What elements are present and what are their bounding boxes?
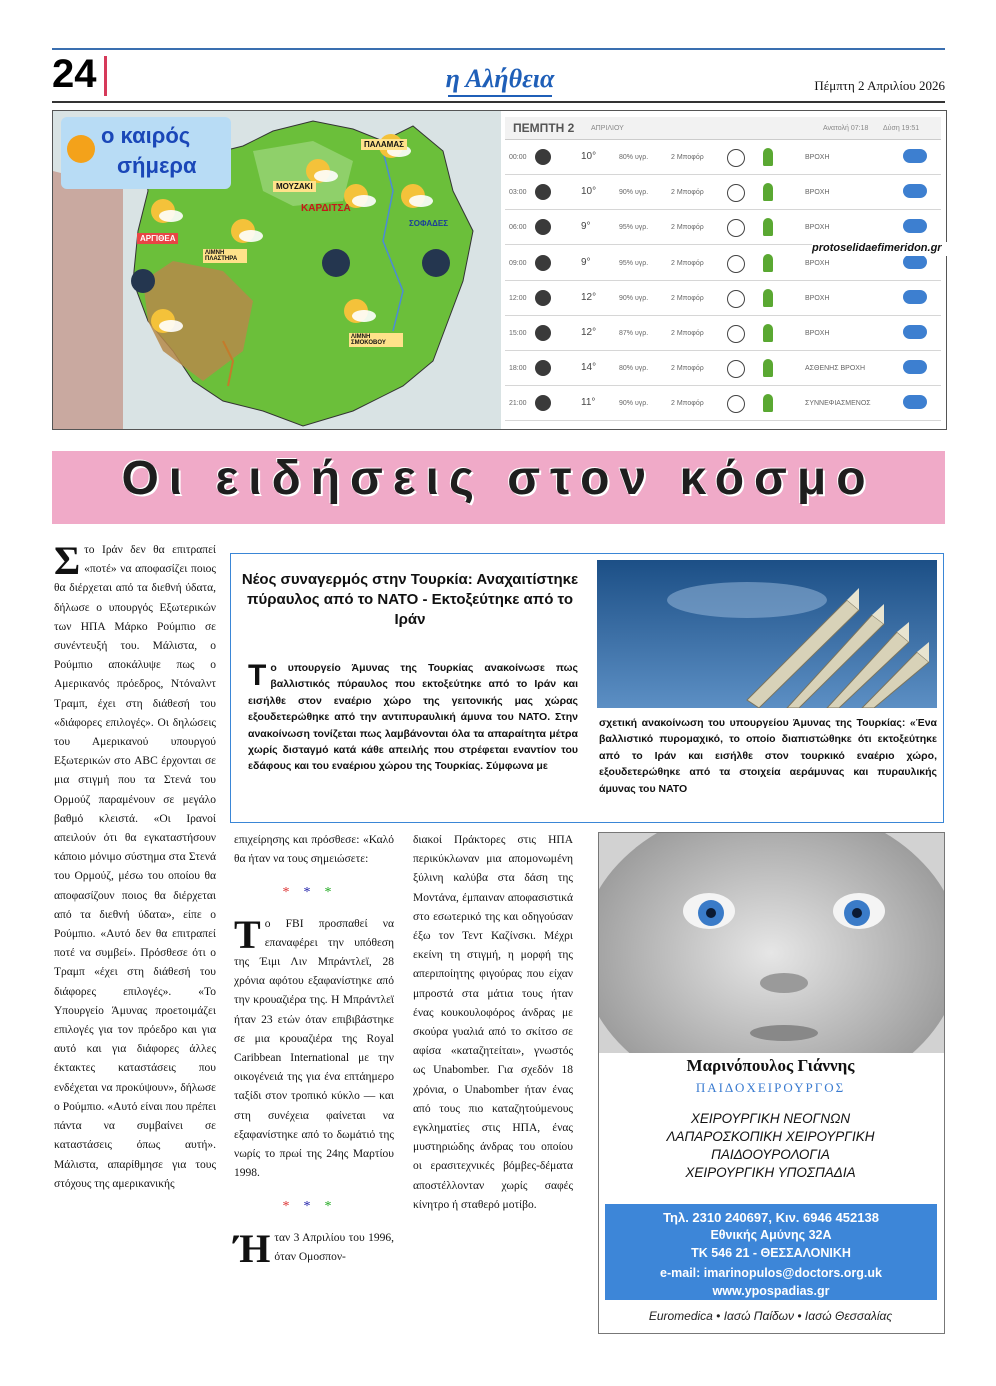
moon-icon [535, 219, 551, 235]
wind-direction-icon [727, 184, 745, 202]
forecast-humidity: 95% υγρ. [619, 259, 649, 267]
story-text-col2c [234, 1225, 394, 1271]
moon-icon [535, 184, 551, 200]
story-col2-intro: επιχείρησης και πρόσθεσε: «Καλό θα ήταν να τους σημειώσετε: [234, 834, 394, 866]
forecast-temp: 12° [581, 327, 597, 338]
doctor-specialty: ΠΑΙΔΟΧΕΙΡΟΥΡΓΟΣ [695, 1080, 846, 1095]
forecast-wind: 2 Μποφόρ [671, 259, 704, 267]
wind-direction-icon [727, 219, 745, 237]
service-list [598, 1110, 943, 1182]
tree-icon [763, 183, 773, 201]
weather-brand-line2: σήμερα [117, 153, 197, 178]
moon-icon [535, 149, 551, 165]
contact-phone: Τηλ. 2310 240697, Κιν. 6946 452138 [663, 1210, 879, 1225]
forecast-temp: 11° [581, 397, 596, 409]
issue-date: Πέμπτη 2 Απριλίου 2026 [814, 78, 945, 93]
missile-photo [597, 560, 937, 708]
forecast-description: ΑΣΘΕΝΗΣ ΒΡΟΧΗ [805, 365, 865, 373]
forecast-humidity: 80% υγρ. [619, 365, 649, 373]
header-rule [52, 101, 945, 103]
contact-address: Εθνικής Αμύνης 32Α [710, 1228, 832, 1242]
forecast-row [505, 211, 941, 245]
wind-direction-icon [727, 290, 745, 308]
city-label: ΣΟΦΑΔΕΣ [409, 219, 449, 228]
forecast-description: ΒΡΟΧΗ [805, 259, 830, 267]
masthead-logo: η Αλήθεια [445, 64, 555, 93]
top-rule [52, 48, 945, 50]
service-item: ΧΕΙΡΟΥΡΓΙΚΗ ΥΠΟΣΠΑΔΙΑ [685, 1165, 856, 1180]
tree-icon [763, 394, 773, 412]
separator-stars: *** [282, 1199, 346, 1215]
forecast-humidity: 87% υγρ. [619, 330, 649, 337]
drop-cap: Τ [248, 659, 267, 692]
forecast-time: 21:00 [509, 400, 527, 408]
forecast-day: ΠΕΜΠΤΗ 2 [513, 121, 575, 135]
rain-cloud-icon [903, 255, 927, 269]
forecast-humidity: 90% υγρ. [619, 189, 649, 197]
doctor-name: Μαρινόπουλος Γιάννης [686, 1056, 855, 1075]
rain-cloud-icon [903, 395, 927, 409]
forecast-wind: 2 Μποφόρ [671, 189, 704, 197]
story-column-3 [413, 831, 573, 1215]
city-label: ΛΙΜΝΗ ΠΛΑΣΤΗΡΑ [203, 249, 247, 263]
forecast-wind: 2 Μποφόρ [671, 400, 704, 408]
missile-image [597, 560, 937, 708]
tree-icon [763, 148, 773, 166]
forecast-wind: 2 Μποφόρ [671, 365, 704, 373]
moon-icon [535, 290, 551, 306]
forecast-time: 06:00 [509, 224, 527, 232]
weather-brand [61, 117, 231, 189]
weather-brand-line1: ο καιρός [101, 123, 191, 148]
tree-icon [763, 218, 773, 236]
wind-direction-icon [727, 395, 745, 413]
forecast-description: ΣΥΝΝΕΦΙΑΣΜΕΝΟΣ [805, 400, 871, 408]
tree-icon [763, 324, 773, 342]
rain-cloud-icon [903, 360, 927, 374]
boxed-story-headline: Νέος συναγερμός στην Τουρκία: Αναχαιτίστηκε πύραυλος από το ΝΑΤΟ - Εκτοξεύτηκε από το Ιράν [241, 571, 579, 628]
tree-icon [763, 254, 773, 272]
sun-icon [67, 135, 95, 163]
forecast-humidity: 95% υγρ. [619, 224, 649, 232]
boxed-story-right-text: σχετική ανακοίνωση του υπουργείου Άμυνας της Τουρκίας: «Ένα βαλλιστικό πυρομαχικό, το οποίο διαπιστώθηκε ότι εκτοξεύτηκε από το Ιράν και εισήλθε στον τουρκικό εναέριο χώρο, εξουδετερώθηκε από τα στοιχεία αεράμυνας και πυραυλικής άμυνας του ΝΑΤΟ [599, 717, 937, 795]
section-title: Οι ειδήσεις στον κόσμο [121, 452, 876, 505]
story-col2-body: ο FBI προσπαθεί να επαναφέρει την υπόθεση της Έιμι Λιν Μπράντλεϊ, 28 χρόνια αφότου εξαφανίστηκε από την κρουαζιέρα της. Η Μπράντλεϊ ήταν 23 ετών όταν επιβιβάστηκε σε μια κρουαζιέρα της Royal Caribbean International με την οικογένειά της για ένα επτάημερο ταξίδι στον τροπικό κύκλο — και στη συνέχεια φαίνεται να εξαφανίστηκε από το δωμάτιό της νωρίς το πρωί της 24ης Μαρτίου 1998. [234, 917, 394, 1180]
page-number-bar [104, 56, 107, 96]
forecast-row [505, 387, 941, 421]
moon-icon [535, 360, 551, 376]
rain-cloud-icon [903, 184, 927, 198]
forecast-row [505, 352, 941, 386]
weather-panel [52, 110, 947, 430]
drop-cap: Ή [234, 1225, 271, 1271]
service-item: ΠΑΙΔΟΟΥΡΟΛΟΓΙΑ [711, 1147, 830, 1162]
forecast-temp: 9° [581, 256, 591, 268]
rain-cloud-icon [903, 290, 927, 304]
city-label: ΛΙΜΝΗ ΣΜΟΚΟΒΟΥ [349, 333, 403, 347]
forecast-temp: 9° [581, 221, 591, 233]
rain-cloud-icon [903, 149, 927, 163]
forecast-time: 03:00 [509, 189, 527, 197]
story-col1-body: το Ιράν δεν θα επιτραπεί «ποτέ» να αποφασίζει ποιος θα διέρχεται από τα διεθνή ύδατα, δήλωσε ο υπουργός Εξωτερικών των ΗΠΑ Μάρκο Ρούμπιο σε συνέντευξή του. Μάλιστα, ο Ρούμπιο αποκάλυψε πως ο Αμερικανός πρόεδρος, Ντόναλντ Τραμπ, έχει στη διάθεσή του «διάφορες επιλογές». Οι δηλώσεις του Αμερικανού υπουργού Εξωτερικών στο ABC έρχονται σε μια στιγμή που τα Στενά του Ορμούζ παραμένουν σε μεγάλο βαθμό κλειστά. «Οι Ιρανοί απειλούν ότι θα εγκαταστήσουν κάποιο μόνιμο σύστημα στα Στενά του Ορμούζ, μέσω του οποίου θα αποφασίζουν ποιος θα διέρχεται από τα διεθνή ύδατα», είπε ο Ρούμπιο. «Αυτό δεν θα επιτραπεί ποτέ να συμβεί». Πρόσθεσε ότι ο Τραμπ «έχει στη διάθεσή του διάφορες επιλογές». «Το Υπουργείο Άμυνας προετοιμάζει επιλογές για τον πρόεδρο και για αυτό και για διάφορες άλλες έκτακτες καταστάσεις που ενδέχεται να προκύψουν», δήλωσε ο Ρούμπιο. «Αυτό είναι που πρέπει πάντα να συμβαίνει σε καταστάσεις όπως αυτή». Μάλιστα, απαρίθμησε για τους στόχους της αμερικανικής [54, 544, 216, 1190]
ad-footer: Euromedica • Ιασώ Παίδων • Ιασώ Θεσσαλίας [648, 1309, 893, 1323]
city-label: ΚΑΡΔΙΤΣΑ [301, 203, 351, 214]
watermark-text: protoselidaefimeridon.gr [812, 242, 962, 256]
forecast-row [505, 176, 941, 210]
story-text-col2 [234, 911, 394, 1184]
forecast-temp: 14° [581, 362, 597, 374]
forecast-wind: 2 Μποφόρ [671, 154, 704, 161]
forecast-temp: 10° [581, 186, 597, 198]
wind-direction-icon [727, 255, 745, 273]
city-label: ΠΑΛΑΜΑΣ [361, 139, 407, 150]
rain-cloud-icon [903, 325, 927, 339]
wind-direction-icon [727, 325, 745, 343]
forecast-temp: 10° [581, 151, 597, 162]
forecast-time: 09:00 [509, 259, 527, 267]
forecast-description: ΒΡΟΧΗ [805, 330, 830, 337]
boxed-story-text [248, 660, 578, 775]
drop-cap: Τ [234, 911, 261, 957]
moon-icon [535, 255, 551, 271]
forecast-time: 15:00 [509, 330, 527, 337]
story-col3-body: διακοί Πράκτορες στις ΗΠΑ περικύκλωναν μια απομονωμένη ξύλινη καλύβα στα δάση της Μοντάνα, έμπαιναν αποφασιστικά στο εσωτερικό της και οδηγούσαν έξω τον Τεντ Καζίνσκι. Μέχρι εκείνη τη στιγμή, η μορφή της απεριποίητης φιγούρας που είχαν μπροστά στα μάτια τους ήταν ένας κουκουλοφόρος άνδρας με σκούρα γυαλιά από το σκίτσο σε αφίσα «καταζητείται», γνωστός ως Unabomber. Για σχεδόν 18 χρόνια, ο Unabomber ήταν ένας από τους πιο καταζητούμενους εγκληματίες στις ΗΠΑ, ένας μυστηριώδης άνδρας του οποίου οι ερασιτεχνικές βόμβες-δέματα αποστέλλονταν χωρίς σαφές κίνητρο ή σταθερό μοτίβο. [413, 834, 573, 1211]
story-column-2 [234, 831, 394, 1271]
forecast-time: 12:00 [509, 294, 527, 302]
story-text-col1 [54, 538, 216, 1194]
city-label: ΜΟΥΖΑΚΙ [273, 181, 316, 192]
service-item: ΧΕΙΡΟΥΡΓΙΚΗ ΝΕΟΓΝΩΝ [690, 1111, 851, 1126]
forecast-humidity: 90% υγρ. [619, 400, 649, 408]
forecast-wind: 2 Μποφόρ [671, 330, 704, 337]
contact-email[interactable]: e-mail: imarinopulos@doctors.org.uk [660, 1266, 882, 1280]
forecast-description: ΒΡΟΧΗ [805, 294, 830, 302]
tree-icon [763, 359, 773, 377]
moon-icon [535, 395, 551, 411]
wind-direction-icon [727, 149, 745, 167]
forecast-month: ΑΠΡΙΛΙΟΥ [591, 125, 624, 132]
forecast-humidity: 90% υγρ. [619, 294, 649, 302]
boxed-story-left-body: ο υπουργείο Άμυνας της Τουρκίας ανακοίνωσε πως βαλλιστικός πύραυλος που εκτοξεύτηκε από το Ιράν και εισήλθε στον εναέριο χώρο της γειτονικής μας χώρας εξουδετερώθηκε από την αντιπυραυλική άμυνα του ΝΑΤΟ. Στην ανακοίνωση τονίζεται πως λαμβάνονται όλα τα απαραίτητα μέτρα χωρίς δισταγμό κατά κάθε απειλής που στρέφεται εναντίον του εδάφους και του εναέριου χώρου της Τουρκίας. Σύμφωνα με [248, 662, 578, 773]
forecast-temp: 12° [581, 291, 597, 303]
tree-icon [763, 289, 773, 307]
forecast-description: ΒΡΟΧΗ [805, 154, 830, 161]
page-number: 24 [52, 52, 97, 96]
moon-icon [535, 325, 551, 341]
forecast-description: ΒΡΟΧΗ [805, 189, 830, 197]
weather-forecast-table [505, 117, 941, 423]
drop-cap: Σ [54, 538, 81, 583]
service-item: ΛΑΠΑΡΟΣΚΟΠΙΚΗ ΧΕΙΡΟΥΡΓΙΚΗ [666, 1129, 875, 1144]
sunset-time: Δύση 19:51 [883, 125, 920, 132]
rain-cloud-icon [903, 219, 927, 233]
wind-direction-icon [727, 360, 745, 378]
city-label: ΑΡΓΙΘΕΑ [137, 233, 178, 244]
weather-map [53, 111, 501, 429]
forecast-time: 18:00 [509, 365, 527, 373]
sunrise-time: Ανατολή 07:18 [823, 125, 869, 132]
story-col2-tail: ταν 3 Απριλίου του 1996, όταν Ομοσπον- [274, 1231, 394, 1263]
separator-stars: *** [282, 885, 346, 901]
forecast-humidity: 80% υγρ. [619, 154, 649, 161]
story-column-1 [54, 538, 216, 1194]
forecast-wind: 2 Μποφόρ [671, 224, 704, 232]
forecast-description: ΒΡΟΧΗ [805, 224, 830, 232]
forecast-wind: 2 Μποφόρ [671, 294, 704, 302]
forecast-row [505, 282, 941, 316]
forecast-time: 00:00 [509, 154, 527, 161]
contact-website[interactable]: www.ypospadias.gr [712, 1284, 830, 1298]
contact-city: ΤΚ 546 21 - ΘΕΣΣΑΛΟΝΙΚΗ [691, 1246, 851, 1260]
forecast-row [505, 141, 941, 175]
masthead-underline [448, 95, 552, 97]
forecast-header [505, 117, 941, 140]
forecast-row [505, 317, 941, 351]
baby-photo [599, 833, 944, 1053]
